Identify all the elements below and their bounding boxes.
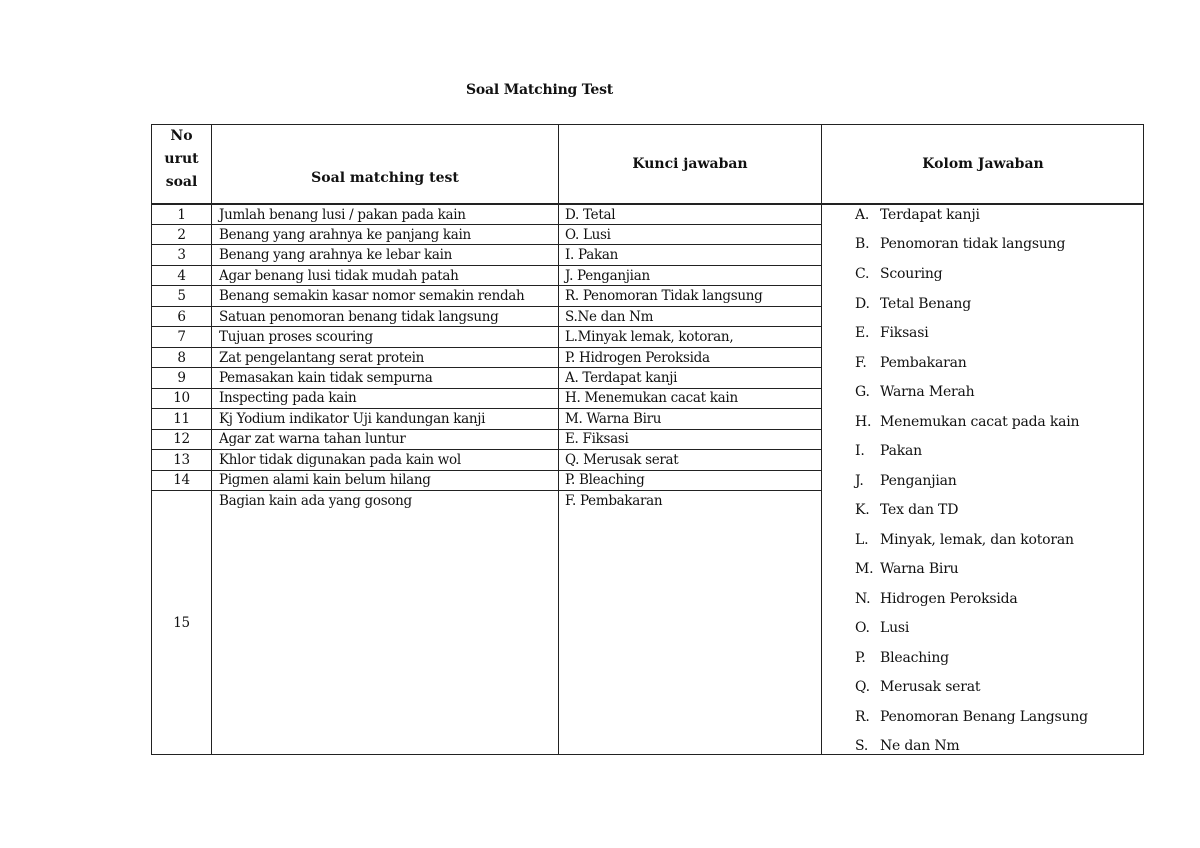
row-answer-key: R. Penomoran Tidak langsung (565, 288, 763, 304)
row-number: 4 (177, 268, 186, 284)
option-letter: L. (855, 532, 869, 548)
row-answer-key: H. Menemukan cacat kain (565, 390, 738, 406)
option-letter: N. (855, 591, 871, 607)
option-text: Merusak serat (880, 679, 981, 695)
list-item (855, 530, 1074, 550)
row-question: Agar zat warna tahan luntur (219, 431, 406, 447)
row-answer-key: P. Bleaching (565, 472, 645, 488)
row-answer-key: O. Lusi (565, 227, 611, 243)
header-no-line: urut (164, 151, 199, 167)
row-number: 11 (173, 411, 190, 427)
column-divider (558, 124, 559, 755)
row-answer-key: M. Warna Biru (565, 411, 662, 427)
row-answer-key: E. Fiksasi (565, 431, 629, 447)
row-answer-key: P. Hidrogen Peroksida (565, 350, 710, 366)
list-item (855, 323, 928, 343)
row-number: 8 (177, 350, 186, 366)
page-title: Soal Matching Test (466, 82, 614, 98)
row-number: 15 (173, 615, 190, 631)
option-letter: F. (855, 355, 867, 371)
row-number: 7 (177, 329, 186, 345)
row-number: 6 (177, 309, 186, 325)
column-divider (821, 124, 822, 755)
header-no-urut-soal (151, 125, 212, 194)
list-item (855, 234, 1065, 254)
row-question: Jumlah benang lusi / pakan pada kain (219, 207, 466, 223)
header-kunci-jawaban: Kunci jawaban (632, 156, 748, 172)
row-question: Agar benang lusi tidak mudah patah (219, 268, 459, 284)
list-item (855, 353, 967, 373)
row-answer-key: L.Minyak lemak, kotoran, (565, 329, 734, 345)
option-text: Tetal Benang (880, 296, 971, 312)
row-question: Zat pengelantang serat protein (219, 350, 425, 366)
row-question: Khlor tidak digunakan pada kain wol (219, 452, 461, 468)
row-answer-key: A. Terdapat kanji (565, 370, 678, 386)
header-no-line: No (170, 128, 193, 144)
row-question: Benang yang arahnya ke panjang kain (219, 227, 471, 243)
option-letter: A. (855, 207, 870, 223)
option-text: Pembakaran (880, 355, 967, 371)
option-letter: O. (855, 620, 870, 636)
row-number: 13 (173, 452, 190, 468)
row-question: Pigmen alami kain belum hilang (219, 472, 431, 488)
list-item (855, 294, 971, 314)
option-letter: C. (855, 266, 870, 282)
row-number: 2 (177, 227, 186, 243)
row-answer-key: D. Tetal (565, 207, 616, 223)
option-letter: Q. (855, 679, 870, 695)
list-item (855, 500, 958, 520)
row-question: Benang yang arahnya ke lebar kain (219, 247, 453, 263)
row-question: Satuan penomoran benang tidak langsung (219, 309, 499, 325)
option-letter: I. (855, 443, 865, 459)
row-number: 5 (177, 288, 186, 304)
header-soal: Soal matching test (311, 170, 459, 186)
row-answer-key: I. Pakan (565, 247, 618, 263)
row-question: Pemasakan kain tidak sempurna (219, 370, 433, 386)
header-no-line: soal (165, 174, 198, 190)
list-item (855, 441, 922, 461)
option-text: Ne dan Nm (880, 738, 960, 754)
option-text: Pakan (880, 443, 922, 459)
option-text: Terdapat kanji (880, 207, 980, 223)
list-item (855, 589, 1018, 609)
row-number: 9 (177, 370, 186, 386)
row-number: 14 (173, 472, 190, 488)
row-number: 1 (177, 207, 186, 223)
option-letter: M. (855, 561, 874, 577)
list-item (855, 205, 980, 225)
option-letter: D. (855, 296, 870, 312)
row-number: 3 (177, 247, 186, 263)
option-text: Minyak, lemak, dan kotoran (880, 532, 1074, 548)
list-item (855, 736, 960, 756)
option-text: Bleaching (880, 650, 949, 666)
list-item (855, 264, 942, 284)
list-item (855, 648, 949, 668)
list-item (855, 412, 1079, 432)
option-text: Hidrogen Peroksida (880, 591, 1018, 607)
row-question: Benang semakin kasar nomor semakin rendah (219, 288, 525, 304)
option-letter: J. (855, 473, 864, 489)
list-item (855, 618, 909, 638)
header-kolom-jawaban: Kolom Jawaban (922, 156, 1044, 172)
row-answer-key: F. Pembakaran (565, 493, 663, 509)
list-item (855, 559, 959, 579)
option-text: Tex dan TD (880, 502, 959, 518)
row-question: Tujuan proses scouring (219, 329, 373, 345)
list-item (855, 471, 957, 491)
option-text: Penomoran Benang Langsung (880, 709, 1088, 725)
option-text: Scouring (880, 266, 943, 282)
option-text: Lusi (880, 620, 910, 636)
row-answer-key: J. Penganjian (565, 268, 650, 284)
option-text: Warna Merah (880, 384, 975, 400)
option-letter: G. (855, 384, 870, 400)
row-question: Bagian kain ada yang gosong (219, 493, 412, 509)
option-text: Fiksasi (880, 325, 929, 341)
option-text: Menemukan cacat pada kain (880, 414, 1080, 430)
option-letter: R. (855, 709, 870, 725)
list-item (855, 707, 1088, 727)
option-text: Penomoran tidak langsung (880, 236, 1066, 252)
option-text: Penganjian (880, 473, 957, 489)
option-letter: H. (855, 414, 872, 430)
row-answer-key: S.Ne dan Nm (565, 309, 654, 325)
row-number: 10 (173, 390, 190, 406)
list-item (855, 382, 975, 402)
row-number: 12 (173, 431, 190, 447)
list-item (855, 677, 980, 697)
option-letter: B. (855, 236, 870, 252)
option-letter: P. (855, 650, 866, 666)
row-question: Inspecting pada kain (219, 390, 357, 406)
row-question: Kj Yodium indikator Uji kandungan kanji (219, 411, 486, 427)
row-answer-key: Q. Merusak serat (565, 452, 679, 468)
option-letter: E. (855, 325, 870, 341)
option-letter: S. (855, 738, 869, 754)
option-text: Warna Biru (880, 561, 959, 577)
option-letter: K. (855, 502, 870, 518)
